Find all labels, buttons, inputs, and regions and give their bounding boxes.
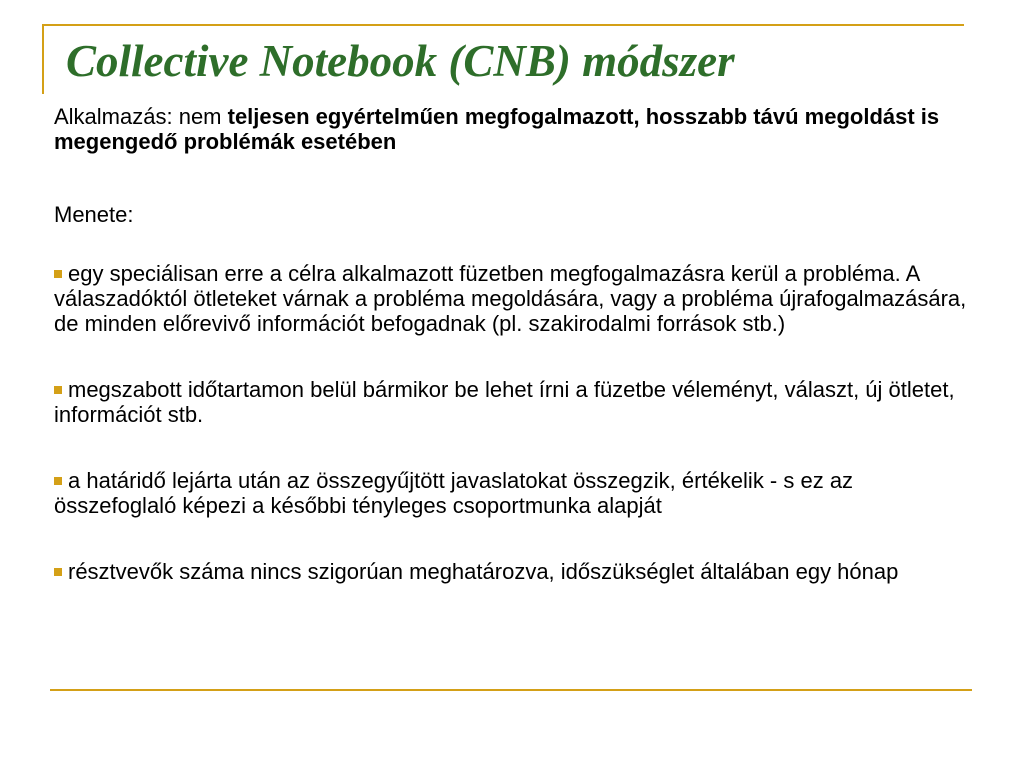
bullet-item <box>54 468 979 518</box>
left-accent-line <box>42 24 44 94</box>
bullet-square-icon <box>54 477 62 485</box>
bottom-divider <box>50 689 972 691</box>
slide-body <box>54 104 979 584</box>
bullet-text: megszabott időtartamon belül bármikor be lehet írni a füzetbe véleményt, választ, új ötletet, információt stb. <box>54 377 955 427</box>
application-paragraph <box>54 104 979 154</box>
bullet-square-icon <box>54 270 62 278</box>
bullet-item <box>54 261 979 336</box>
bullet-text: a határidő lejárta után az összegyűjtött javaslatokat összegzik, értékelik - s ez az összefoglaló képezi a későbbi tényleges csoportmunka alapját <box>54 468 854 518</box>
bullet-text: résztvevők száma nincs szigorúan meghatározva, időszükséglet általában egy hónap <box>68 559 899 584</box>
slide-title: Collective Notebook (CNB) módszer <box>66 36 735 86</box>
bullet-item <box>54 559 979 584</box>
bullet-square-icon <box>54 386 62 394</box>
top-divider <box>42 24 964 26</box>
bullet-square-icon <box>54 568 62 576</box>
bullet-item <box>54 377 979 427</box>
application-label: Alkalmazás: nem <box>54 104 228 129</box>
bullet-text: egy speciálisan erre a célra alkalmazott füzetben megfogalmazásra kerül a probléma. A válaszadóktól ötleteket várnak a probléma megoldására, vagy a probléma újrafogalmazására, de minden előrevivő információt befogadnak (pl. szakirodalmi források stb.) <box>54 261 967 336</box>
application-bold-text: teljesen egyértelműen megfogalmazott, hosszabb távú megoldást is megengedő problémák esetében <box>54 104 940 154</box>
process-label: Menete: <box>54 202 134 227</box>
